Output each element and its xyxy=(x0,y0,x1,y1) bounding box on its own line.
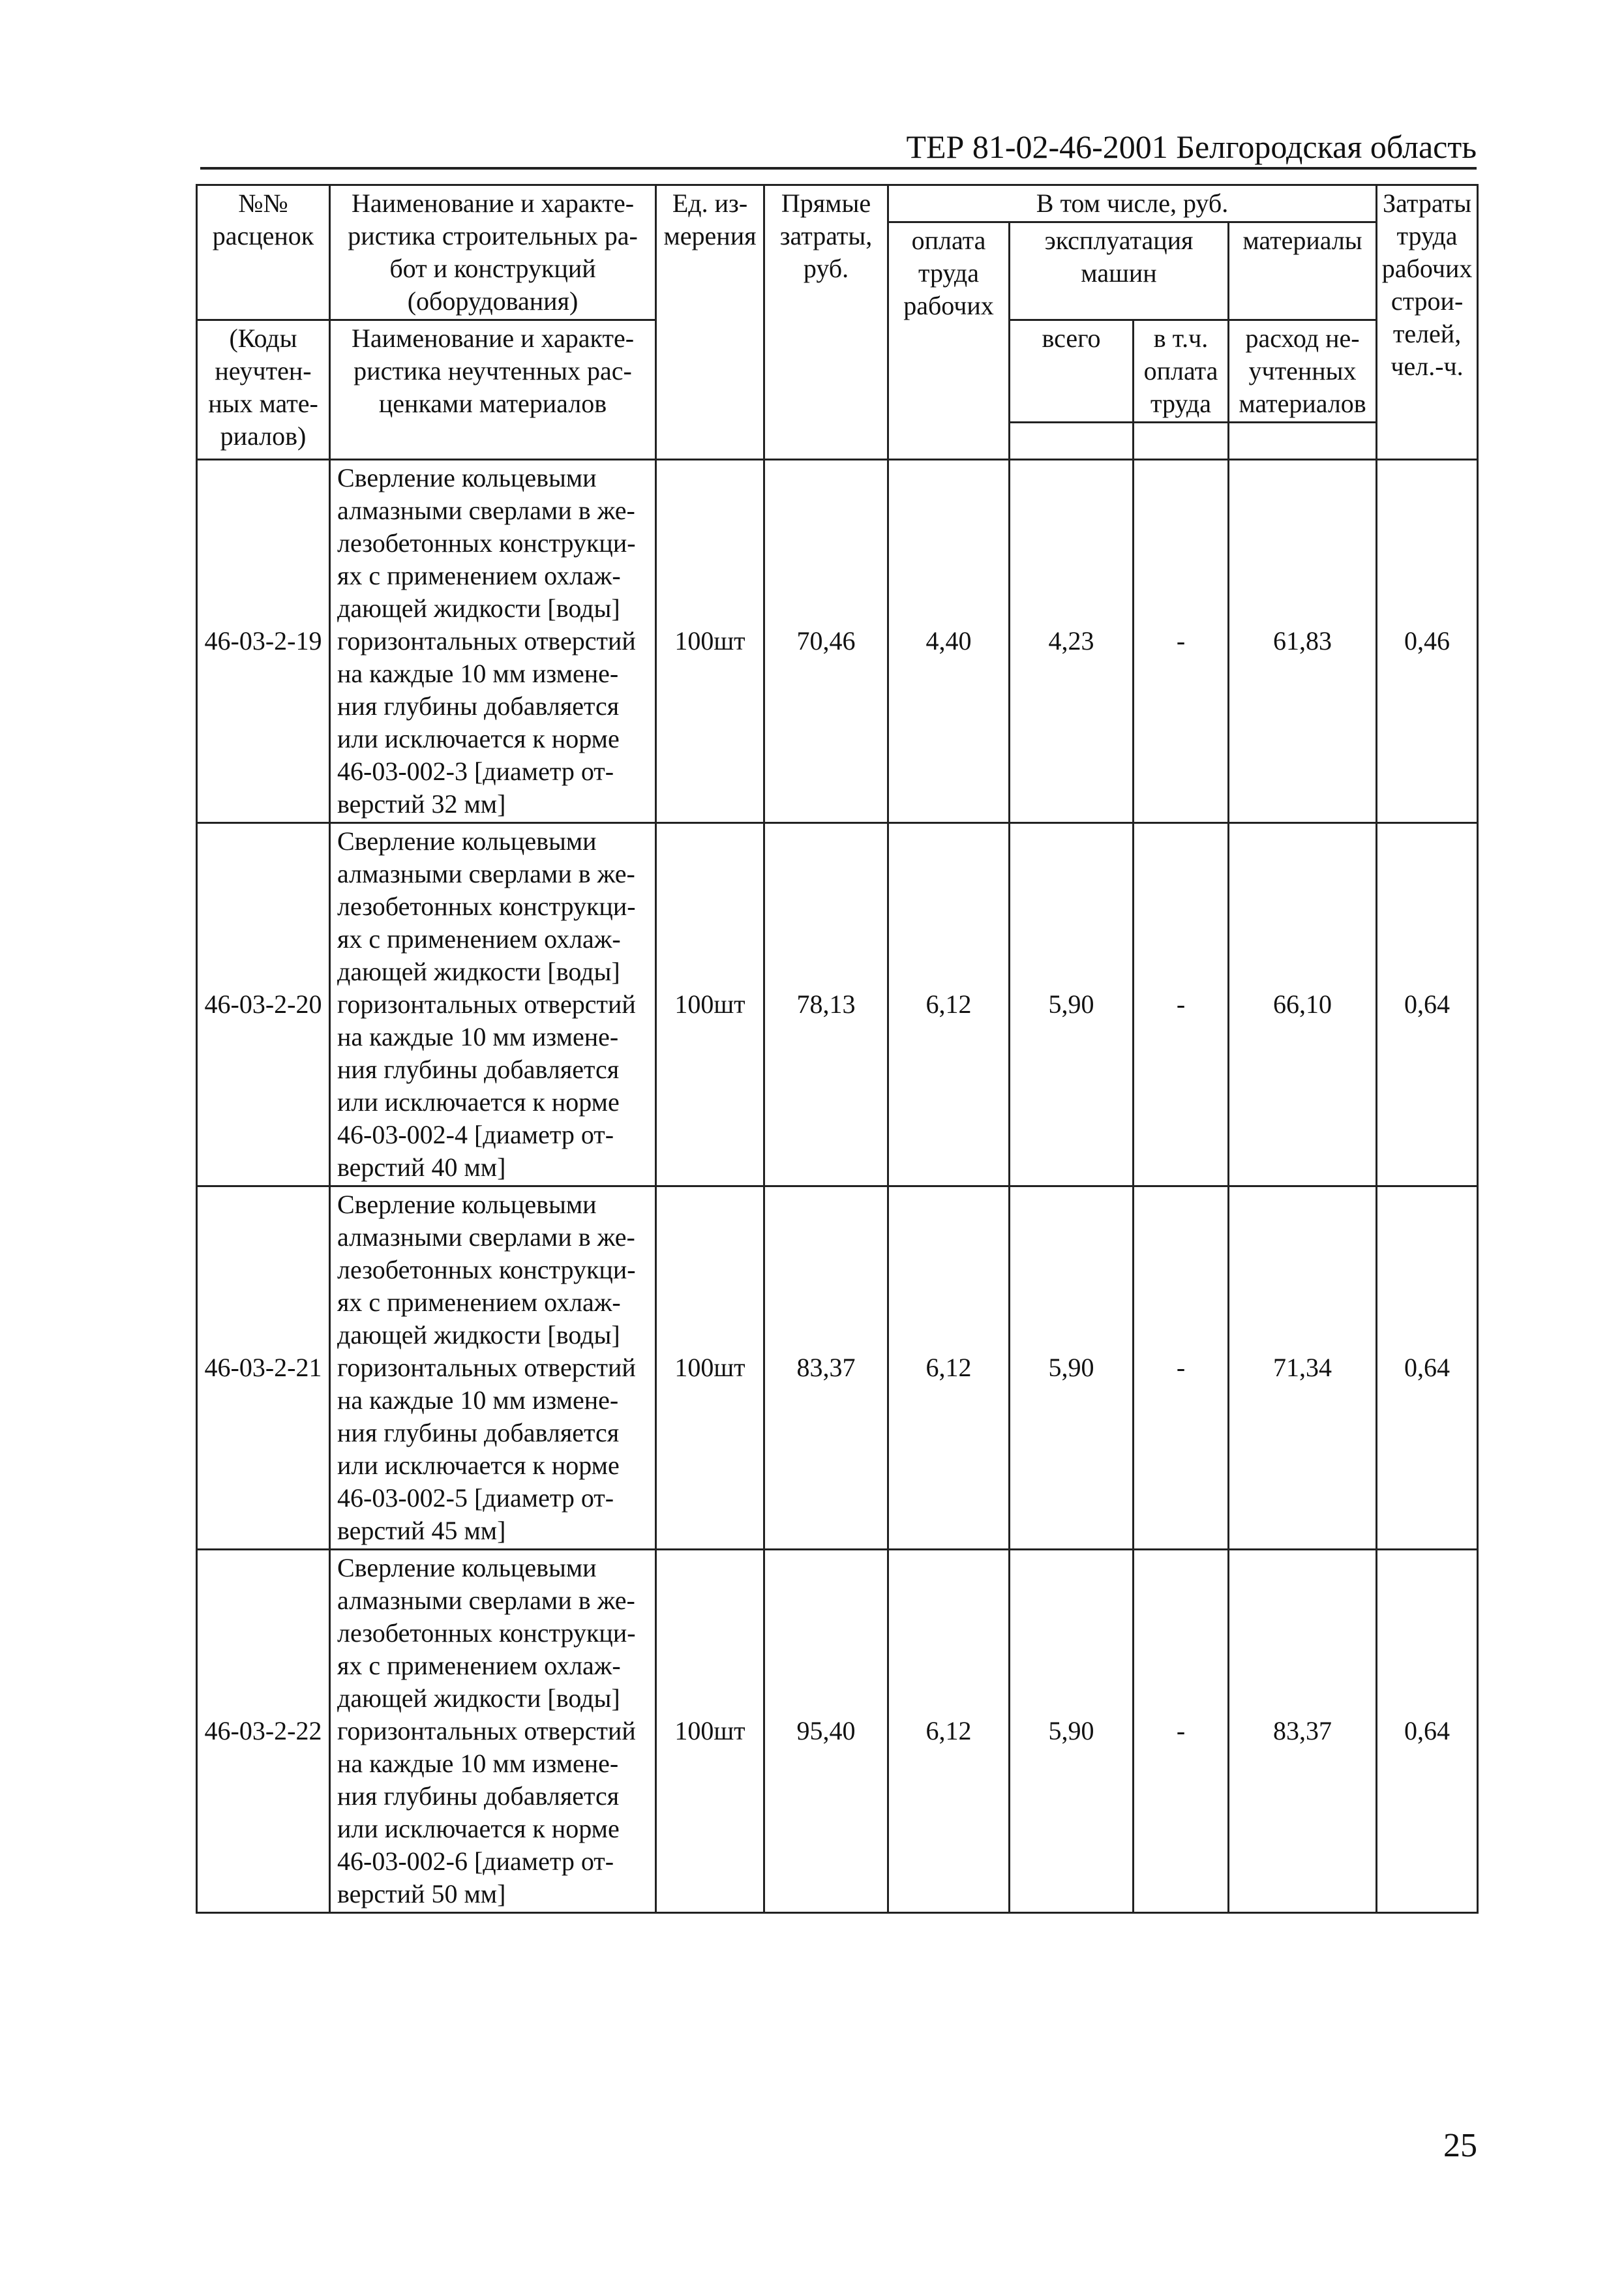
col-header-machine-total: всего xyxy=(1010,320,1134,423)
table-row xyxy=(197,823,1478,1186)
col-header-wage: оплата труда рабочих xyxy=(888,222,1010,460)
rate-labor: 0,64 xyxy=(1377,1186,1478,1550)
page-number: 25 xyxy=(1443,2127,1477,2164)
col-header-spacer xyxy=(1010,423,1134,460)
col-header-spacer xyxy=(1134,423,1229,460)
rate-labor: 0,46 xyxy=(1377,460,1478,823)
rate-description: Сверление кольцевыми алмазными сверлами в же-лезобетонных конструкци-ях с применением охлаж-дающей жидкости [воды] горизонтальных отверстий на каждые 10 мм измене-ния глубины добавляется или исключается к норме 46-03-002-6 [диаметр от-верстий 50 мм] xyxy=(330,1550,656,1913)
rate-unit: 100шт xyxy=(656,1550,764,1913)
rate-machine-total: 5,90 xyxy=(1010,1550,1134,1913)
col-header-spacer xyxy=(1229,423,1377,460)
rate-wage: 6,12 xyxy=(888,1550,1010,1913)
col-header-materials: материалы xyxy=(1229,222,1377,320)
col-header-name: Наименование и характе-ристика строительных ра-бот и конструкций (оборудования) xyxy=(330,185,656,320)
rate-unit: 100шт xyxy=(656,1186,764,1550)
col-header-name-alt: Наименование и характе-ристика неучтенных рас-ценками материалов xyxy=(330,320,656,460)
rate-unit: 100шт xyxy=(656,823,764,1186)
rate-materials: 83,37 xyxy=(1229,1550,1377,1913)
document-header: ТЕР 81-02-46-2001 Белгородская область xyxy=(906,128,1477,165)
col-header-code-alt: (Коды неучтен-ных мате-риалов) xyxy=(197,320,330,460)
col-header-materials-alt: расход не-учтенных материалов xyxy=(1229,320,1377,423)
col-header-incl: В том числе, руб. xyxy=(888,185,1377,222)
rate-labor: 0,64 xyxy=(1377,1550,1478,1913)
rate-code: 46-03-2-20 xyxy=(197,823,330,1186)
rate-direct-cost: 78,13 xyxy=(764,823,888,1186)
rate-machine-wage: - xyxy=(1134,1186,1229,1550)
rate-machine-wage: - xyxy=(1134,1550,1229,1913)
rate-code: 46-03-2-21 xyxy=(197,1186,330,1550)
rate-wage: 4,40 xyxy=(888,460,1010,823)
col-header-machine-wage: в т.ч. оплата труда xyxy=(1134,320,1229,423)
col-header-direct: Прямые затраты, руб. xyxy=(764,185,888,460)
rate-machine-total: 5,90 xyxy=(1010,1186,1134,1550)
rate-wage: 6,12 xyxy=(888,823,1010,1186)
rate-machine-total: 5,90 xyxy=(1010,823,1134,1186)
rate-code: 46-03-2-19 xyxy=(197,460,330,823)
table-row xyxy=(197,460,1478,823)
rate-description: Сверление кольцевыми алмазными сверлами в же-лезобетонных конструкци-ях с применением охлаж-дающей жидкости [воды] горизонтальных отверстий на каждые 10 мм измене-ния глубины добавляется или исключается к норме 46-03-002-5 [диаметр от-верстий 45 мм] xyxy=(330,1186,656,1550)
rate-materials: 71,34 xyxy=(1229,1186,1377,1550)
table-header-row xyxy=(197,185,1478,222)
col-header-labor: Затраты труда рабочих строи-телей, чел.-ч. xyxy=(1377,185,1478,460)
col-header-unit: Ед. из-мерения xyxy=(656,185,764,460)
rate-direct-cost: 83,37 xyxy=(764,1186,888,1550)
rate-direct-cost: 95,40 xyxy=(764,1550,888,1913)
rate-materials: 61,83 xyxy=(1229,460,1377,823)
rate-machine-total: 4,23 xyxy=(1010,460,1134,823)
rate-unit: 100шт xyxy=(656,460,764,823)
header-rule xyxy=(200,167,1477,170)
rate-labor: 0,64 xyxy=(1377,823,1478,1186)
col-header-code: №№ расценок xyxy=(197,185,330,320)
rate-machine-wage: - xyxy=(1134,823,1229,1186)
rate-description: Сверление кольцевыми алмазными сверлами в же-лезобетонных конструкци-ях с применением охлаж-дающей жидкости [воды] горизонтальных отверстий на каждые 10 мм измене-ния глубины добавляется или исключается к норме 46-03-002-4 [диаметр от-верстий 40 мм] xyxy=(330,823,656,1186)
col-header-machine: эксплуатация машин xyxy=(1010,222,1229,320)
rate-direct-cost: 70,46 xyxy=(764,460,888,823)
rate-materials: 66,10 xyxy=(1229,823,1377,1186)
rate-wage: 6,12 xyxy=(888,1186,1010,1550)
rate-description: Сверление кольцевыми алмазными сверлами в же-лезобетонных конструкци-ях с применением охлаж-дающей жидкости [воды] горизонтальных отверстий на каждые 10 мм измене-ния глубины добавляется или исключается к норме 46-03-002-3 [диаметр от-верстий 32 мм] xyxy=(330,460,656,823)
rates-table xyxy=(196,184,1479,1914)
rate-machine-wage: - xyxy=(1134,460,1229,823)
rate-code: 46-03-2-22 xyxy=(197,1550,330,1913)
table-row xyxy=(197,1186,1478,1550)
table-row xyxy=(197,1550,1478,1913)
